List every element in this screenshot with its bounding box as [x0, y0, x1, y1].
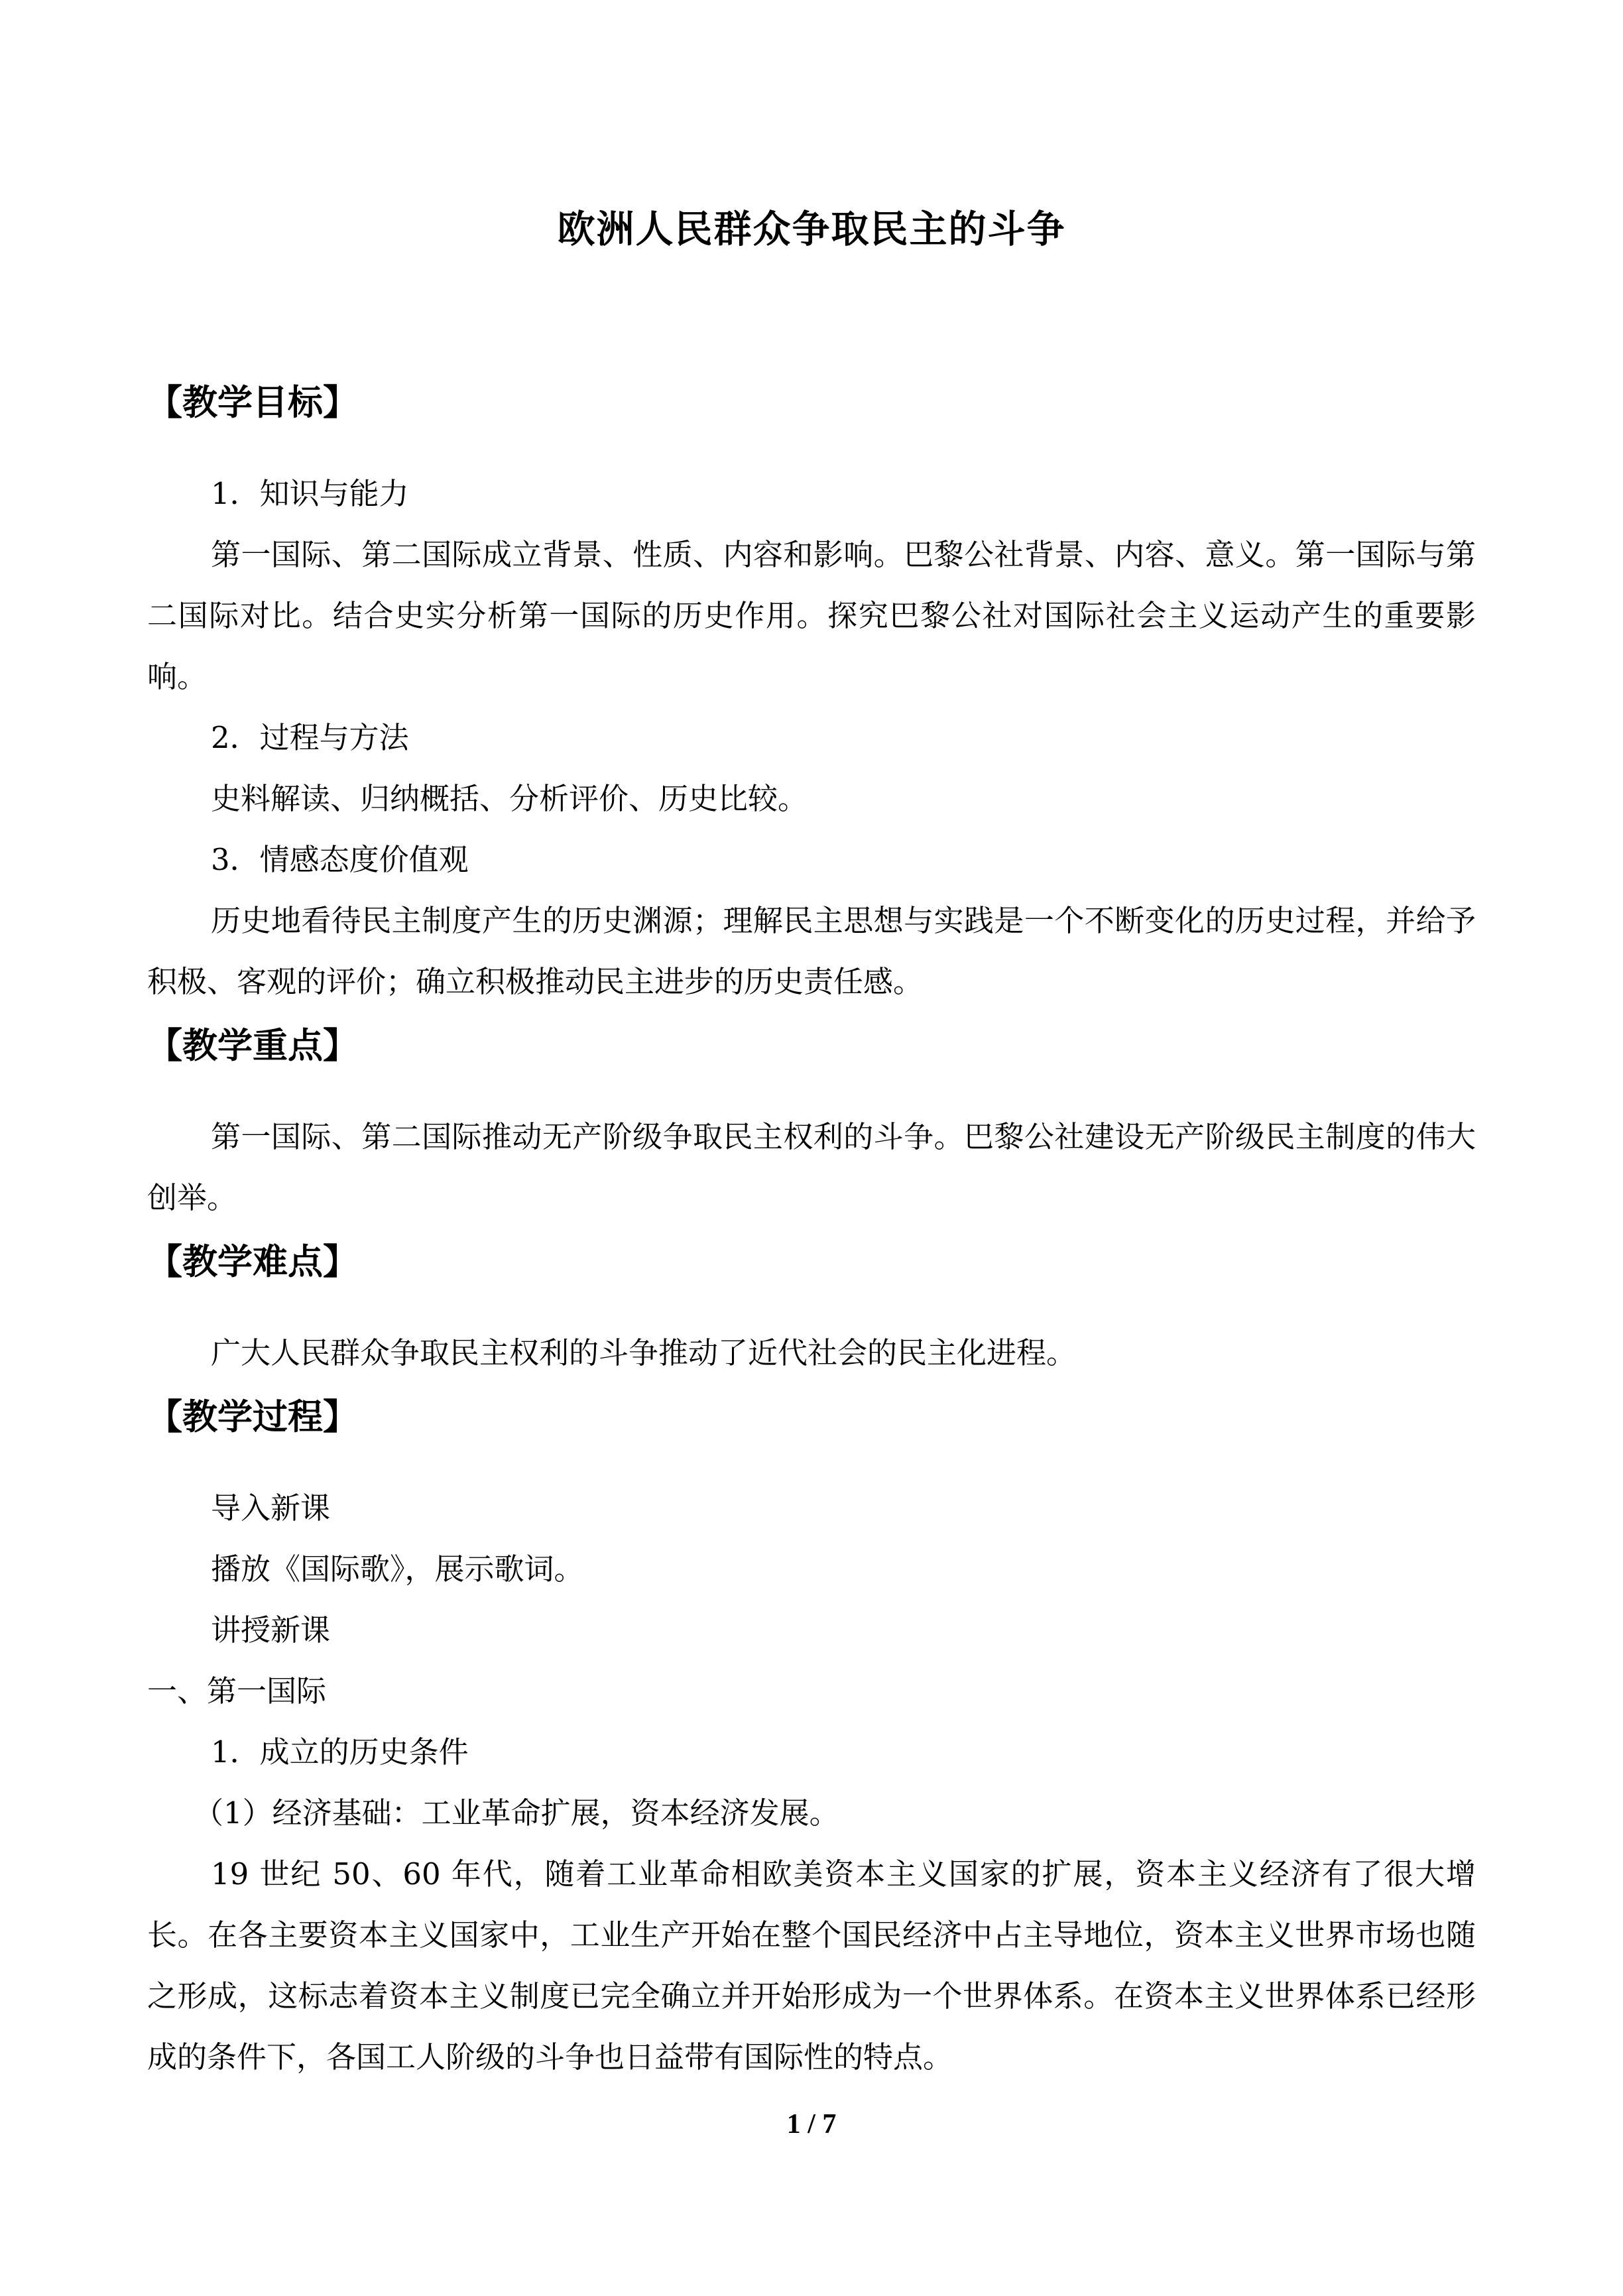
- objective-2-label: 2．过程与方法: [211, 720, 409, 755]
- objective-3-text: 历史地看待民主制度产生的历史渊源；理解民主思想与实践是一个不断变化的历史过程，并给予积极、客观的评价；确立积极推动民主进步的历史责任感。: [147, 903, 1476, 999]
- section-key-points: [147, 1019, 1476, 1229]
- section-process: [147, 1390, 1476, 2088]
- objective-3-label: 3．情感态度价值观: [211, 842, 469, 877]
- part1-sub1: 1．成立的历史条件: [211, 1734, 469, 1770]
- part1-paragraph: 19 世纪 50、60 年代，随着工业革命相欧美资本主义国家的扩展，资本主义经济有了很大增长。在各主要资本主义国家中，工业生产开始在整个国民经济中占主导地位，资本主义世界市场也随之形成，这标志着资本主义制度已完全确立并开始形成为一个世界体系。在资本主义世界体系已经形成的条件下，各国工人阶级的斗争也日益带有国际性的特点。: [147, 1856, 1476, 2075]
- process-intro-label: 导入新课: [211, 1490, 331, 1526]
- document-title: 欧洲人民群众争取民主的斗争: [557, 207, 1066, 251]
- difficulties-text: 广大人民群众争取民主权利的斗争推动了近代社会的民主化进程。: [211, 1335, 1077, 1370]
- part1-title: 一、第一国际: [147, 1673, 327, 1709]
- process-lecture-label: 讲授新课: [211, 1612, 331, 1648]
- section-heading-key-points: 【教学重点】: [147, 1025, 358, 1066]
- objective-2-text: 史料解读、归纳概括、分析评价、历史比较。: [211, 781, 808, 816]
- section-heading-difficulties: 【教学难点】: [147, 1241, 358, 1282]
- section-heading-objectives: 【教学目标】: [147, 382, 358, 423]
- section-objectives: [147, 376, 1476, 1012]
- objective-1-text: 第一国际、第二国际成立背景、性质、内容和影响。巴黎公社背景、内容、意义。第一国际与第二国际对比。结合史实分析第一国际的历史作用。探究巴黎公社对国际社会主义运动产生的重要影响。: [147, 537, 1476, 694]
- section-heading-process: 【教学过程】: [147, 1396, 358, 1437]
- page-indicator: 1 / 7: [786, 2109, 837, 2140]
- key-points-text: 第一国际、第二国际推动无产阶级争取民主权利的斗争。巴黎公社建设无产阶级民主制度的伟大创举。: [147, 1119, 1476, 1215]
- objective-1-label: 1．知识与能力: [211, 476, 409, 511]
- part1-sub1-point1: （1）经济基础：工业革命扩展，资本经济发展。: [194, 1795, 839, 1831]
- process-intro-text: 播放《国际歌》，展示歌词。: [211, 1551, 584, 1587]
- section-difficulties: [147, 1235, 1476, 1384]
